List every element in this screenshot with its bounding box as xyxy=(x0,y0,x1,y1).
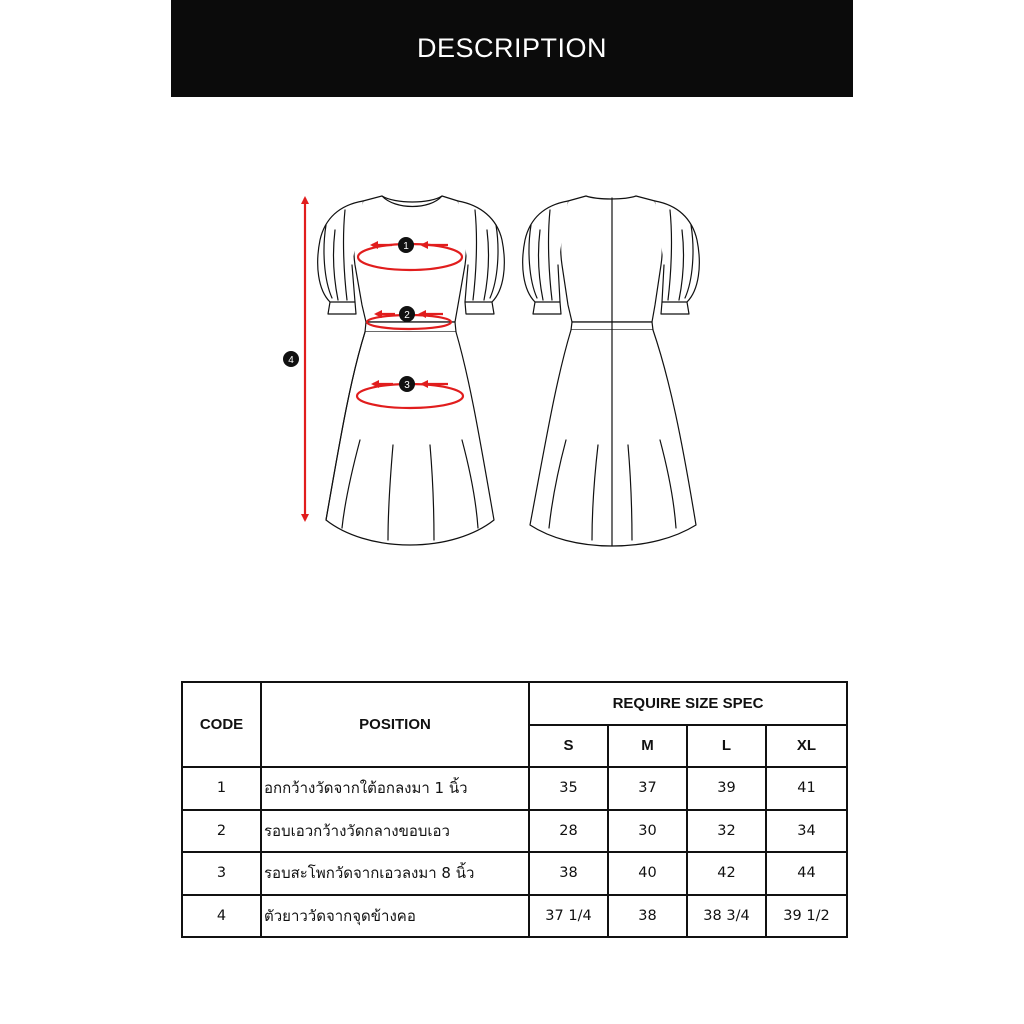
row-position: รอบเอวกว้างวัดกลางขอบเอว xyxy=(261,810,529,853)
row-value-s: 28 xyxy=(529,810,608,853)
row-code: 4 xyxy=(182,895,261,938)
row-value-xl: 41 xyxy=(766,767,847,810)
table-row xyxy=(182,895,847,938)
row-value-s: 38 xyxy=(529,852,608,895)
row-value-l: 38 3/4 xyxy=(687,895,766,938)
row-value-m: 40 xyxy=(608,852,687,895)
marker-4 xyxy=(283,351,299,367)
marker-2-label: 2 xyxy=(404,310,410,321)
size-spec-table xyxy=(181,681,848,938)
table-row xyxy=(182,852,847,895)
row-value-xl: 34 xyxy=(766,810,847,853)
size-header-s: S xyxy=(529,725,608,768)
marker-4-label: 4 xyxy=(288,355,294,366)
marker-1 xyxy=(398,237,414,253)
marker-2 xyxy=(399,306,415,322)
row-value-m: 37 xyxy=(608,767,687,810)
size-header-l: L xyxy=(687,725,766,768)
spec-header: REQUIRE SIZE SPEC xyxy=(529,682,847,725)
marker-3 xyxy=(399,376,415,392)
row-value-s: 35 xyxy=(529,767,608,810)
row-value-s: 37 1/4 xyxy=(529,895,608,938)
row-value-l: 32 xyxy=(687,810,766,853)
row-value-m: 30 xyxy=(608,810,687,853)
size-header-m: M xyxy=(608,725,687,768)
row-code: 2 xyxy=(182,810,261,853)
back-dress-drawing xyxy=(523,196,700,546)
code-header: CODE xyxy=(182,682,261,767)
row-position: รอบสะโพกวัดจากเอวลงมา 8 นิ้ว xyxy=(261,852,529,895)
row-code: 1 xyxy=(182,767,261,810)
marker-3-label: 3 xyxy=(404,380,410,391)
position-header: POSITION xyxy=(261,682,529,767)
row-value-xl: 44 xyxy=(766,852,847,895)
row-value-l: 42 xyxy=(687,852,766,895)
row-value-m: 38 xyxy=(608,895,687,938)
row-value-xl: 39 1/2 xyxy=(766,895,847,938)
row-value-l: 39 xyxy=(687,767,766,810)
row-position: อกกว้างวัดจากใต้อกลงมา 1 นิ้ว xyxy=(261,767,529,810)
table-row xyxy=(182,810,847,853)
table-row xyxy=(182,767,847,810)
row-position: ตัวยาววัดจากจุดข้างคอ xyxy=(261,895,529,938)
row-code: 3 xyxy=(182,852,261,895)
marker-1-label: 1 xyxy=(403,241,409,252)
size-header-xl: XL xyxy=(766,725,847,768)
page-title: DESCRIPTION xyxy=(416,33,608,63)
